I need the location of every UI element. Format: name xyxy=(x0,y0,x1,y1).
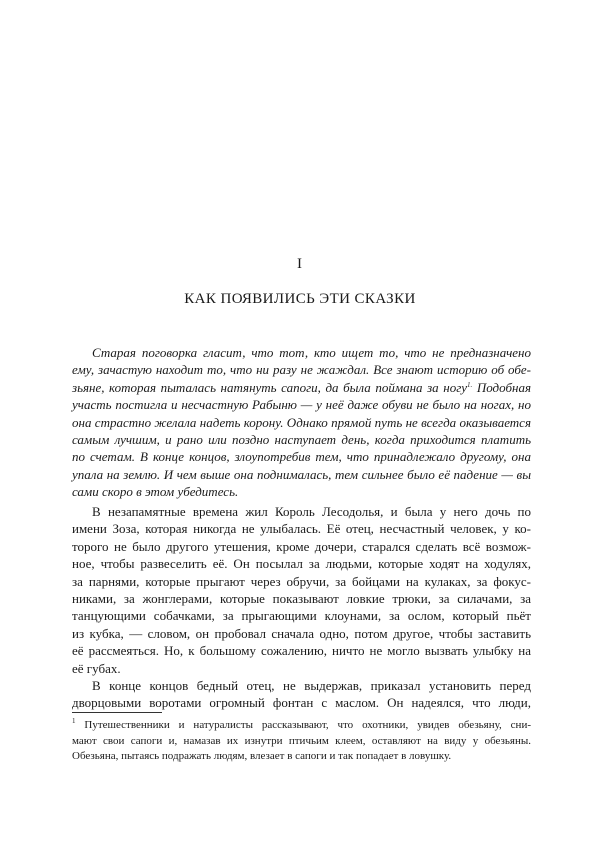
chapter-title: КАК ПОЯВИЛИСЬ ЭТИ СКАЗКИ xyxy=(184,291,416,307)
body-line: В незапамятные времена жил Король Лесодолья, и была у него дочь по xyxy=(92,504,531,519)
epigraph-line-text: Подобная xyxy=(472,379,531,395)
epigraph-line: она страстно желала надеть корону. Однако прямой путь не всегда оказывается xyxy=(72,414,531,430)
epigraph-line: сами скоро в этом убедитесь. xyxy=(72,484,239,500)
body-line: имени Зоза, которая никогда не улыбалась. Её отец, несчастный человек, у ко- xyxy=(72,521,531,537)
chapter-number: I xyxy=(297,256,303,272)
body-line: торого не было другого утешения, кроме дочери, старался сделать всё возмож- xyxy=(72,538,531,554)
body-line: ное, чтобы развеселить её. Он посылал за людьми, которые ходят на ходулях, xyxy=(72,556,531,572)
body-line: её губах. xyxy=(72,660,121,676)
epigraph-line: упала на землю. И чем выше она поднималась, тем сильнее было её падение — вы xyxy=(72,466,531,482)
body-line: танцующими собачками, за прыгающими клоунами, за ослом, который пьёт xyxy=(72,608,531,624)
epigraph xyxy=(72,344,531,501)
footnote-reference: 1. xyxy=(467,380,473,389)
body-text xyxy=(72,503,531,712)
epigraph-line: ему, зачастую находит то, что ни разу не жаждал. Все знают историю об обе- xyxy=(72,362,531,378)
footnote-line: Обезьяна, пытаясь подражать людям, влезает в сапоги и так попадает в ловушку. xyxy=(72,750,452,763)
epigraph-line-text: зьяне, которая пыталась натянуть сапоги, да была поймана за ногу xyxy=(72,379,468,395)
epigraph-line xyxy=(72,379,531,396)
body-line: её рассмеяться. Но, к большому сожалению, ничто не могло вызвать улыбку на xyxy=(72,643,531,659)
epigraph-line: участь постигла и несчастную Рабыню — у неё даже обуви не было на ногах, но xyxy=(72,397,531,413)
body-line: из кубка, — словом, он пробовал сначала одно, потом другое, чтобы заставить xyxy=(72,625,531,641)
body-line: за парнями, которые прыгают через обручи, за бойцами на кулаках, за фокус- xyxy=(72,573,531,589)
footnote-line xyxy=(72,718,531,734)
footnote-line-text: Путешественники и натуралисты рассказывают, что охотники, увидев обезьяну, сни- xyxy=(75,719,531,731)
footnote xyxy=(72,718,531,765)
epigraph-line: самым лучшим, и рано или поздно наступает день, когда приходится платить xyxy=(72,432,531,448)
footnote-divider xyxy=(72,712,162,713)
footnote-marker: 1 xyxy=(72,717,76,725)
footnote-line: мают свои сапоги и, намазав их изнутри птичьим клеем, оставляют на виду у обезьяны. xyxy=(72,734,531,747)
epigraph-line: Старая поговорка гласит, что тот, кто ищет то, что не предназначено xyxy=(92,345,531,360)
body-line: никами, за жонглерами, которые показывают ловкие трюки, за силачами, за xyxy=(72,591,531,607)
epigraph-line: по счетам. В конце концов, злоупотребив тем, что принадлежало другому, она xyxy=(72,449,531,465)
body-line: дворцовыми воротами огромный фонтан с маслом. Он надеялся, что люди, xyxy=(72,695,531,711)
body-line: В конце концов бедный отец, не выдержав, приказал установить перед xyxy=(92,678,531,694)
